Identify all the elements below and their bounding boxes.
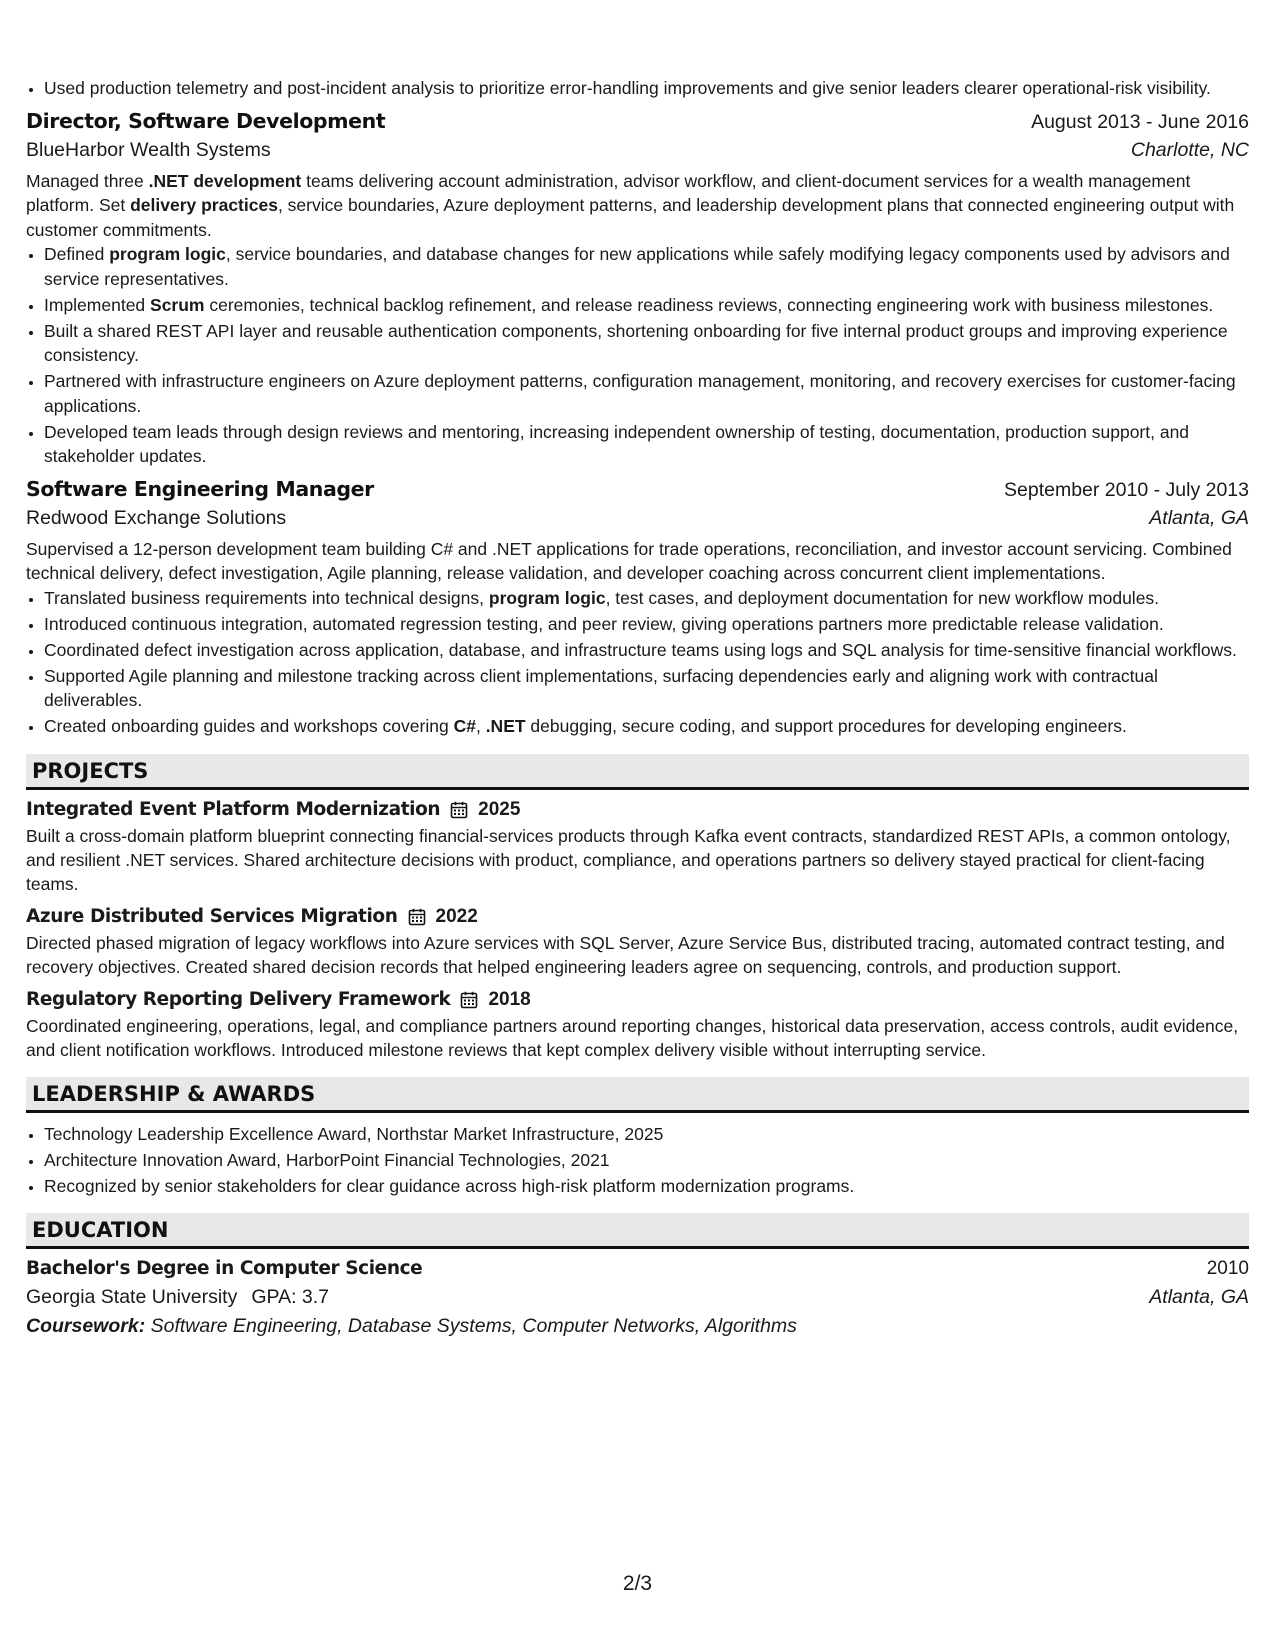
list-item: • Architecture Innovation Award, HarborPoint Financial Technologies, 2021 [44,1148,1249,1173]
coursework-label: Coursework: [26,1315,146,1337]
projects-section-heading: PROJECTS [26,754,1249,790]
bold-keyword: program logic [488,587,606,608]
list-item [44,638,1249,663]
calendar-icon [450,801,468,819]
list-item [44,420,1249,469]
company-name: Redwood Exchange Solutions [26,506,287,529]
project-title: Regulatory Reporting Delivery Framework [26,989,451,1010]
text-segment: Introduced continuous integration, automated regression testing, and peer review, giving operations partners more predictable release validation. [44,613,1164,634]
top-bullet-list [26,76,1249,101]
leadership-list [26,1122,1249,1199]
text-segment: , service boundaries, Azure deployment patterns, and leadership development plans that connected engineering output with customer commitments. [26,195,1235,240]
job-summary [26,169,1249,243]
project-title: Integrated Event Platform Modernization [26,799,441,820]
bold-keyword: .NET [485,716,526,736]
text-segment: Defined [44,244,110,264]
project-header [26,906,1249,928]
coursework-list: Software Engineering, Database Systems, Computer Networks, Algorithms [145,1315,797,1337]
job-summary [26,537,1249,586]
text-segment: Supported Agile planning and milestone tracking across client implementations, surfacing dependencies early and aligning work with contractual deliverables. [44,665,1158,710]
degree-title: Bachelor's Degree in Computer Science [26,1258,423,1279]
experience-entries [26,109,1249,739]
text-segment: Partnered with infrastructure engineers on Azure deployment patterns, configuration management, monitoring, and recovery exercises for customer-facing applications. [44,371,1236,416]
list-item: • Used production telemetry and post-incident analysis to prioritize error-handling improvements and give senior leaders clearer operational-risk visibility. [44,76,1249,101]
text-segment: , service boundaries, and database changes for new applications while safely modifying legacy components used by advisors and service representatives. [44,244,1230,289]
text-segment: , [475,716,486,736]
projects-list [26,799,1249,1062]
gpa: GPA: 3.7 [251,1286,330,1308]
list-item [44,586,1249,611]
text-segment: Managed three [26,170,149,191]
text-segment: debugging, secure coding, and support procedures for developing engineers. [525,716,1127,736]
education-section-heading: EDUCATION [26,1213,1249,1249]
project-year: 2025 [478,798,521,820]
school-location: Atlanta, GA [1149,1286,1249,1308]
bold-keyword: .NET development [148,170,302,191]
text-segment: Built a shared REST API layer and reusable authentication components, shortening onboarding for five internal product groups and improving experience consistency. [44,320,1228,365]
project-entry [26,799,1249,896]
text-segment: , test cases, and deployment documentation for new workflow modules. [605,587,1160,608]
job-location: Charlotte, NC [1130,138,1249,161]
job-header [26,477,1249,502]
text-segment: ceremonies, technical backlog refinement, and release readiness reviews, connecting engineering work with business milestones. [204,294,1214,315]
project-entry [26,989,1249,1062]
text-segment: Coordinated defect investigation across application, database, and infrastructure teams using logs and SQL analysis for time-sensitive financial workflows. [44,639,1237,660]
project-description: Built a cross-domain platform blueprint connecting financial-services products through Kafka event contracts, standardized REST APIs, a common ontology, and resilient .NET services. Shared architecture decisions with product, compliance, and operations partners so delivery stayed practical for client-facing teams. [26,825,1231,894]
project-title: Azure Distributed Services Migration [26,906,398,927]
bold-keyword: Scrum [150,294,205,315]
list-item [44,714,1249,739]
text-segment: Translated business requirements into technical designs, [44,587,489,608]
job-bullet-list [26,586,1249,739]
job-dates: September 2010 - July 2013 [1004,478,1249,501]
project-header [26,989,1249,1011]
text-segment: Developed team leads through design reviews and mentoring, increasing independent ownership of testing, documentation, production support, and stakeholder updates. [44,421,1190,466]
job-title: Director, Software Development [26,108,386,133]
job-subheader [26,139,1249,162]
text-segment: Implemented [44,294,151,315]
school-info [26,1286,329,1309]
job-title: Software Engineering Manager [26,476,374,501]
project-year: 2018 [488,988,531,1010]
list-item [44,319,1249,368]
education-details [26,1286,1249,1309]
bold-keyword: C# [453,716,476,736]
project-year: 2022 [435,905,478,927]
text-segment: Supervised a 12-person development team building C# and .NET applications for trade operations, reconciliation, and investor account servicing. Combined technical delivery, defect investigation, Agile planning, release validation, and developer coaching across concurrent client implementations. [26,538,1232,583]
calendar-icon [408,908,426,926]
education-header [26,1258,1249,1280]
calendar-icon [460,991,478,1009]
text-segment: Created onboarding guides and workshops covering [44,716,454,736]
list-item: • Recognized by senior stakeholders for clear guidance across high-risk platform modernization programs. [44,1174,1249,1199]
text-segment: teams delivering account administration, advisor workflow, and client-document services for a wealth management platform. Set [26,170,1191,215]
list-item [44,293,1249,318]
school-name: Georgia State University [26,1286,238,1308]
list-item [44,242,1249,291]
bold-keyword: delivery practices [130,195,278,215]
job-entry [26,109,1249,469]
list-item: • Technology Leadership Excellence Award, Northstar Market Infrastructure, 2025 [44,1122,1249,1147]
page-number: 2/3 [622,1572,653,1595]
job-subheader [26,507,1249,530]
list-item [44,369,1249,418]
company-name: BlueHarbor Wealth Systems [26,138,271,161]
project-entry [26,906,1249,979]
bold-keyword: program logic [109,244,226,264]
coursework [26,1315,1249,1338]
leadership-section-heading: LEADERSHIP & AWARDS [26,1077,1249,1113]
project-header [26,799,1249,821]
list-item [44,664,1249,713]
project-description: Coordinated engineering, operations, legal, and compliance partners around reporting changes, historical data preservation, access controls, audit evidence, and client notification workflows. Introduced milestone reviews that kept complex delivery visible without interrupting service. [26,1015,1239,1060]
list-item [44,612,1249,637]
graduation-year: 2010 [1206,1258,1249,1279]
job-location: Atlanta, GA [1149,506,1249,529]
job-header [26,109,1249,134]
education-entry [26,1258,1249,1338]
job-dates: August 2013 - June 2016 [1031,110,1249,133]
job-entry [26,477,1249,739]
job-bullet-list [26,242,1249,469]
project-description: Directed phased migration of legacy workflows into Azure services with SQL Server, Azure Service Bus, distributed tracing, automated contract testing, and recovery objectives. Created shared decision records that helped engineering leaders agree on sequencing, controls, and production support. [26,932,1225,977]
